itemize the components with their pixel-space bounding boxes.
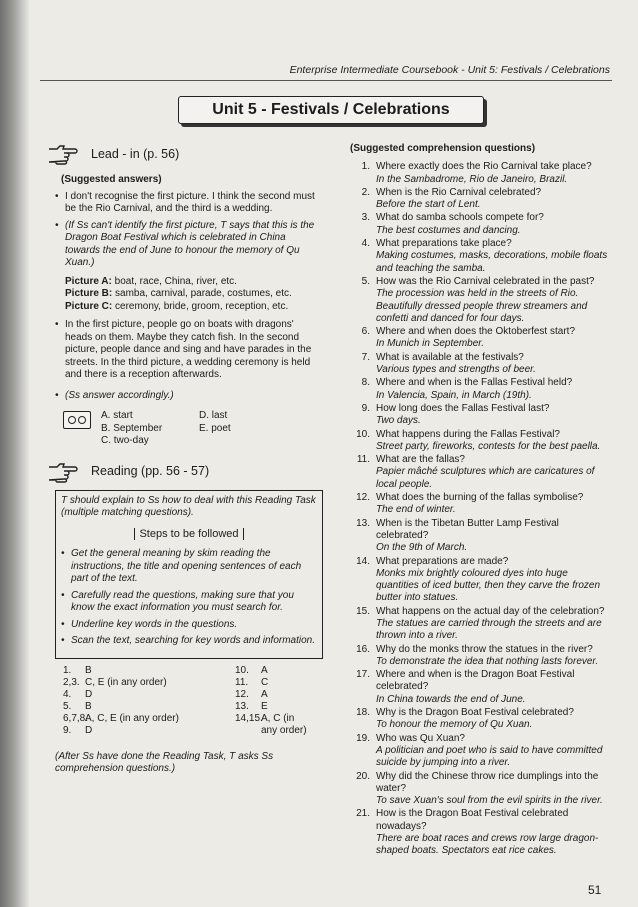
- question-body: [376, 454, 612, 491]
- question-text: Why is the Dragon Boat Festival celebrated?: [376, 707, 574, 719]
- comprehension-item: [350, 326, 612, 351]
- comprehension-title: (Suggested comprehension questions): [350, 143, 536, 154]
- comprehension-list: [350, 161, 612, 857]
- question-text: What do samba schools compete for?: [376, 212, 544, 224]
- answer-text: Two days.: [376, 415, 421, 427]
- listening-answers: [63, 410, 323, 448]
- comprehension-item: [350, 276, 612, 325]
- pointing-hand-icon: [47, 143, 79, 165]
- question-body: [376, 669, 612, 706]
- page-binding-shadow: [0, 0, 30, 907]
- comprehension-item: [350, 212, 612, 237]
- answer-text: To demonstrate the idea that nothing lasts forever.: [376, 655, 599, 667]
- question-text: How long does the Fallas Festival last?: [376, 402, 550, 414]
- question-text: When is the Rio Carnival celebrated?: [376, 186, 542, 198]
- answer-text: To honour the memory of Qu Xuan.: [376, 719, 533, 731]
- answer-text: To save Xuan's soul from the evil spirits in the river.: [376, 795, 603, 807]
- lead-in-answer-2: • In the first picture, people go on boats with dragons' heads on them. Maybe they catch fish. In the second picture, people dance and sing and have parades in the streets. In the third picture, a wedding ceremony is held and there is a reception afterwards.: [55, 319, 323, 382]
- comprehension-item: [350, 733, 612, 770]
- answer-text: On the 9th of March.: [376, 542, 468, 554]
- question-text: What preparations are made?: [376, 555, 509, 567]
- running-head: Enterprise Intermediate Coursebook - Unit 5: Festivals / Celebrations: [289, 64, 610, 76]
- answer-text: In the Sambadrome, Rio de Janeiro, Brazil.: [376, 173, 568, 185]
- question-number: 12.: [356, 492, 370, 504]
- comprehension-item: [350, 454, 612, 491]
- question-body: [376, 771, 612, 808]
- lead-in-answer-1: • I don't recognise the first picture. I think the second must be the Rio Carnival, and the third is a wedding.: [55, 191, 323, 216]
- comprehension-item: [350, 518, 612, 555]
- answer-text: The end of winter.: [376, 504, 456, 516]
- step-item: • Carefully read the questions, making sure that you know the exact information you must search for.: [61, 590, 317, 615]
- question-text: What preparations take place?: [376, 238, 512, 250]
- question-text: How was the Rio Carnival celebrated in the past?: [376, 275, 595, 287]
- comprehension-item: [350, 808, 612, 857]
- question-number: 11.: [356, 454, 370, 466]
- left-column: [55, 140, 323, 776]
- answer-text: There are boat races and crews row large dragon-shaped boats. Spectators eat rice cakes.: [376, 833, 599, 857]
- question-text: Where and when does the Oktoberfest start?: [376, 326, 575, 338]
- answer-text: In China towards the end of June.: [376, 693, 526, 705]
- answer-d: D. last: [199, 410, 228, 421]
- picture-b-line: Picture B: samba, carnival, parade, costumes, etc.: [65, 288, 292, 299]
- unit-title: Unit 5 - Festivals / Celebrations: [178, 96, 484, 124]
- question-text: Why did the Chinese throw rice dumplings into the water?: [376, 770, 599, 794]
- comprehension-item: [350, 403, 612, 428]
- lead-in-header: [55, 140, 323, 168]
- answer-text: Making costumes, masks, decorations, mobile floats and teaching the samba.: [376, 250, 608, 274]
- question-number: 1.: [361, 161, 370, 173]
- question-body: [376, 518, 612, 555]
- question-body: [376, 352, 612, 377]
- pointing-hand-icon: [47, 461, 79, 483]
- question-text: Why do the monks throw the statues in the river?: [376, 643, 593, 655]
- comprehension-item: [350, 606, 612, 643]
- question-body: [376, 212, 612, 237]
- question-number: 6.: [361, 326, 370, 338]
- question-number: 7.: [361, 351, 370, 363]
- reading-header: [55, 458, 323, 486]
- answer-a: A. start: [101, 410, 133, 421]
- reading-answer-key: 1. B 10. A 2,3. C, E (in any order) 11. C 4. D 12. A 5. B 13. E 6,7,8. A, C, E (in any order) 14,15. A, C (in 9. D any order): [63, 664, 307, 736]
- question-number: 13.: [356, 517, 370, 529]
- answer-c: C. two-day: [101, 435, 149, 446]
- picture-vocabulary: [65, 276, 323, 314]
- question-body: [376, 733, 612, 770]
- answer-text: A politician and poet who is said to have committed suicide by jumping into a river.: [376, 744, 603, 769]
- question-text: Where and when is the Dragon Boat Festival celebrated?: [376, 669, 575, 693]
- reading-title: Reading (pp. 56 - 57): [91, 464, 210, 479]
- comprehension-item: [350, 492, 612, 517]
- question-number: 20.: [356, 770, 370, 782]
- comprehension-item: [350, 352, 612, 377]
- question-text: What happens during the Fallas Festival?: [376, 428, 560, 440]
- question-body: [376, 429, 612, 454]
- steps-title: Steps to be followed: [61, 528, 317, 541]
- reading-after-note: (After Ss have done the Reading Task, T asks Ss comprehension questions.): [55, 750, 274, 774]
- comprehension-item: [350, 771, 612, 808]
- lead-in-note: [55, 220, 323, 270]
- question-text: What happens on the actual day of the celebration?: [376, 605, 605, 617]
- answer-text: The procession was held in the streets of Rio. Beautifully dressed people threw streamers and confetti and danced for four days.: [376, 288, 588, 324]
- question-text: What is available at the festivals?: [376, 351, 524, 363]
- question-number: 16.: [356, 643, 370, 655]
- question-body: [376, 606, 612, 643]
- picture-c-line: Picture C: ceremony, bride, groom, reception, etc.: [65, 300, 289, 312]
- lead-in-answer-3: • (Ss answer accordingly.): [55, 390, 323, 403]
- question-body: [376, 556, 612, 605]
- question-body: [376, 276, 612, 325]
- cassette-tape-icon: [63, 411, 91, 429]
- reading-intro: T should explain to Ss how to deal with this Reading Task (multiple matching questions).: [61, 494, 316, 518]
- question-text: Where and when is the Fallas Festival held?: [376, 377, 573, 389]
- comprehension-item: [350, 238, 612, 275]
- comprehension-item: [350, 187, 612, 212]
- question-text: Where exactly does the Rio Carnival take place?: [376, 161, 592, 173]
- question-number: 17.: [356, 669, 370, 681]
- question-body: [376, 707, 612, 732]
- question-body: [376, 808, 612, 857]
- question-number: 18.: [356, 707, 370, 719]
- page-number: 51: [588, 883, 602, 897]
- answer-text: Papier mâché sculptures which are caricatures of local people.: [376, 466, 595, 490]
- question-body: [376, 377, 612, 402]
- answer-text: Monks mix brightly coloured dyes into huge quantities of iced butter, then they carve the frozen butter into statues.: [376, 567, 601, 604]
- question-body: [376, 492, 612, 517]
- step-item: • Scan the text, searching for key words and information.: [61, 635, 317, 648]
- question-text: What are the fallas?: [376, 454, 465, 466]
- question-text: When is the Tibetan Butter Lamp Festival celebrated?: [376, 517, 559, 541]
- question-body: [376, 187, 612, 212]
- question-number: 5.: [361, 275, 370, 287]
- question-number: 10.: [356, 428, 370, 440]
- question-text: Who was Qu Xuan?: [376, 732, 465, 744]
- comprehension-item: [350, 429, 612, 454]
- answer-b: B. September: [101, 422, 163, 434]
- listening-answer-grid: [101, 410, 259, 448]
- lead-in-subheading: (Suggested answers): [61, 174, 162, 185]
- answer-text: Street party, fireworks, contests for the best paella.: [376, 440, 601, 452]
- question-body: [376, 238, 612, 275]
- question-body: [376, 403, 612, 428]
- comprehension-item: [350, 161, 612, 186]
- comprehension-item: [350, 377, 612, 402]
- question-number: 4.: [361, 238, 370, 250]
- picture-a-line: Picture A: boat, race, China, river, etc.: [65, 275, 237, 287]
- question-text: How is the Dragon Boat Festival celebrated nowadays?: [376, 808, 569, 832]
- comprehension-item: [350, 669, 612, 706]
- answer-empty: [199, 435, 259, 448]
- question-number: 9.: [361, 402, 370, 414]
- question-body: [376, 161, 612, 186]
- answer-text: In Munich in September.: [376, 338, 485, 350]
- reading-steps-box: [55, 490, 323, 659]
- answer-text: In Valencia, Spain, in March (19th).: [376, 389, 532, 401]
- answer-text: The best costumes and dancing.: [376, 224, 521, 236]
- answer-e: E. poet: [199, 422, 231, 434]
- question-number: 19.: [356, 732, 370, 744]
- question-number: 14.: [356, 555, 370, 567]
- header-rule: [40, 80, 612, 81]
- answer-text: Various types and strengths of beer.: [376, 364, 536, 376]
- question-number: 8.: [361, 377, 370, 389]
- question-text: What does the burning of the fallas symbolise?: [376, 492, 584, 504]
- question-number: 15.: [356, 605, 370, 617]
- answer-text: Before the start of Lent.: [376, 199, 481, 211]
- question-number: 21.: [356, 808, 370, 820]
- lead-in-title: Lead - in (p. 56): [91, 146, 180, 161]
- comprehension-item: [350, 707, 612, 732]
- step-item: • Get the general meaning by skim reading the instructions, the title and opening sentences of each part of the text.: [61, 548, 317, 586]
- lead-in-note-text: (If Ss can't identify the first picture, T says that this is the Dragon Boat Festival which is celebrated in China towards the end of June to honour the memory of Qu Xuan.): [65, 219, 315, 268]
- step-item: • Underline key words in the questions.: [61, 619, 317, 632]
- comprehension-item: [350, 644, 612, 669]
- answer-text: The statues are carried through the streets and are thrown into a river.: [376, 617, 602, 642]
- question-body: [376, 326, 612, 351]
- comprehension-item: [350, 556, 612, 605]
- right-column: [350, 143, 612, 859]
- question-number: 2.: [361, 186, 370, 198]
- question-body: [376, 644, 612, 669]
- question-number: 3.: [361, 212, 370, 224]
